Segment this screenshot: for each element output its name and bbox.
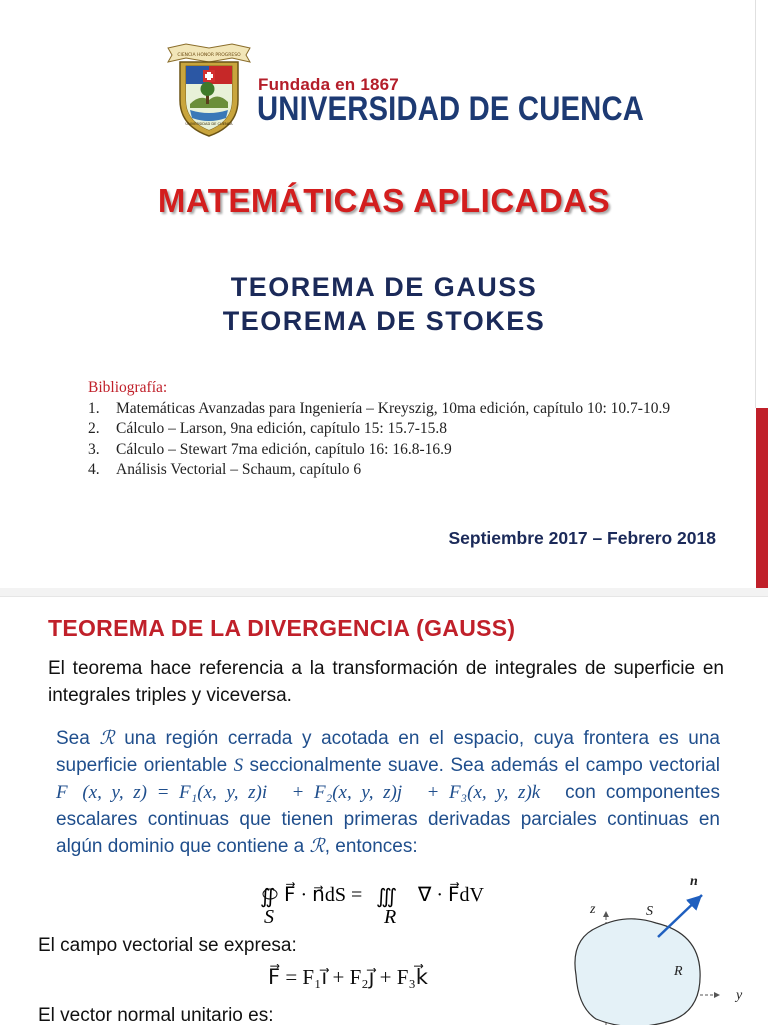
surface-symbol: S xyxy=(233,755,244,776)
normal-vector-label: n⃗ xyxy=(690,874,709,889)
topic-title-line-1: TEOREMA DE GAUSS xyxy=(230,272,538,302)
slide-separator xyxy=(0,588,768,596)
bibliography-heading: Bibliografía: xyxy=(88,379,168,396)
vector-field-formula: F⃗(x, y, z) = F₁(x, y, z)i⃗ + F₂(x, y, z)j⃗ + F₃(x, y, z)k⃗ xyxy=(56,782,555,803)
bibliography-item xyxy=(88,419,670,440)
bibliography xyxy=(88,378,670,481)
surface-integral-sign: ∬ xyxy=(260,886,276,908)
slide-title: TEOREMA DE LA DIVERGENCIA (GAUSS) xyxy=(48,615,516,641)
eq-lhs: F⃗ · n⃗dS = xyxy=(284,884,363,906)
def-text: Sea xyxy=(56,728,100,749)
def-text: seccionalmente suave. Sea además el campo vectorial xyxy=(243,755,720,776)
item-text: Análisis Vectorial – Schaum, capítulo 6 xyxy=(116,461,362,478)
bibliography-item xyxy=(88,440,670,461)
surface-label: S xyxy=(646,904,653,919)
item-number: 4. xyxy=(88,461,100,478)
item-text: Cálculo – Stewart 7ma edición, capítulo 16: 16.8-16.9 xyxy=(116,440,452,458)
vector-field-equation: F⃗ = F₁i⃗ + F₂j⃗ + F₃k⃗ xyxy=(268,965,428,989)
bibliography-item xyxy=(88,460,670,481)
topic-title-line-2: TEOREMA DE STOKES xyxy=(222,306,546,336)
definition-paragraph xyxy=(56,725,720,860)
normal-vector-arrow xyxy=(658,895,702,937)
eq-sub-right: R xyxy=(384,906,397,927)
region-label: R xyxy=(674,964,683,979)
region-symbol: ℛ xyxy=(99,728,115,749)
def-text: una región cerrada y acotada en el espacio, cuya frontera es una superficie orientable xyxy=(56,728,720,776)
university-crest-logo xyxy=(166,38,252,138)
normal-vector-label: El vector normal unitario es: xyxy=(38,1005,274,1025)
eq-rhs: ∇ · F⃗dV xyxy=(418,884,484,906)
bibliography-list xyxy=(88,399,670,481)
z-axis-label: z xyxy=(590,902,596,917)
eq-sub-left: S xyxy=(264,906,274,927)
divergence-theorem-equation xyxy=(258,873,488,927)
semester-dates: Septiembre 2017 – Febrero 2018 xyxy=(448,528,716,548)
course-title: MATEMÁTICAS APLICADAS xyxy=(157,182,611,219)
bibliography-item xyxy=(88,399,670,420)
intro-paragraph: El teorema hace referencia a la transformación de integrales de superficie en integrales triples y viceversa. xyxy=(48,658,724,706)
item-number: 2. xyxy=(88,420,100,437)
field-label: El campo vectorial se expresa: xyxy=(38,935,297,956)
item-text: Matemáticas Avanzadas para Ingeniería – Kreyszig, 10ma edición, capítulo 10: 10.7-10.9 xyxy=(116,399,671,417)
crest-banner-text: CIENCIA HONOR PROGRESO xyxy=(177,53,241,58)
accent-bar-red xyxy=(756,408,768,588)
item-text: Cálculo – Larson, 9na edición, capítulo 15: 15.7-15.8 xyxy=(116,420,448,437)
surface-region-figure xyxy=(560,867,760,1025)
region-symbol: ℛ xyxy=(309,836,325,857)
content-slide xyxy=(0,596,768,1025)
item-number: 1. xyxy=(88,399,100,417)
founded-text: Fundada en 1867 xyxy=(258,75,399,94)
item-number: 3. xyxy=(88,440,100,458)
def-text: , entonces: xyxy=(324,836,418,857)
volume-integral-sign: ∭ xyxy=(376,886,398,908)
university-name: UNIVERSIDAD DE CUENCA xyxy=(257,90,645,128)
def-text: con componentes escalares continuas que tienen primeras derivadas parciales continuas en algún dominio que contiene a xyxy=(56,782,720,857)
y-axis-label: y xyxy=(736,988,743,1003)
crest-ring-text: UNIVERSIDAD DE CUENCA xyxy=(185,122,233,126)
